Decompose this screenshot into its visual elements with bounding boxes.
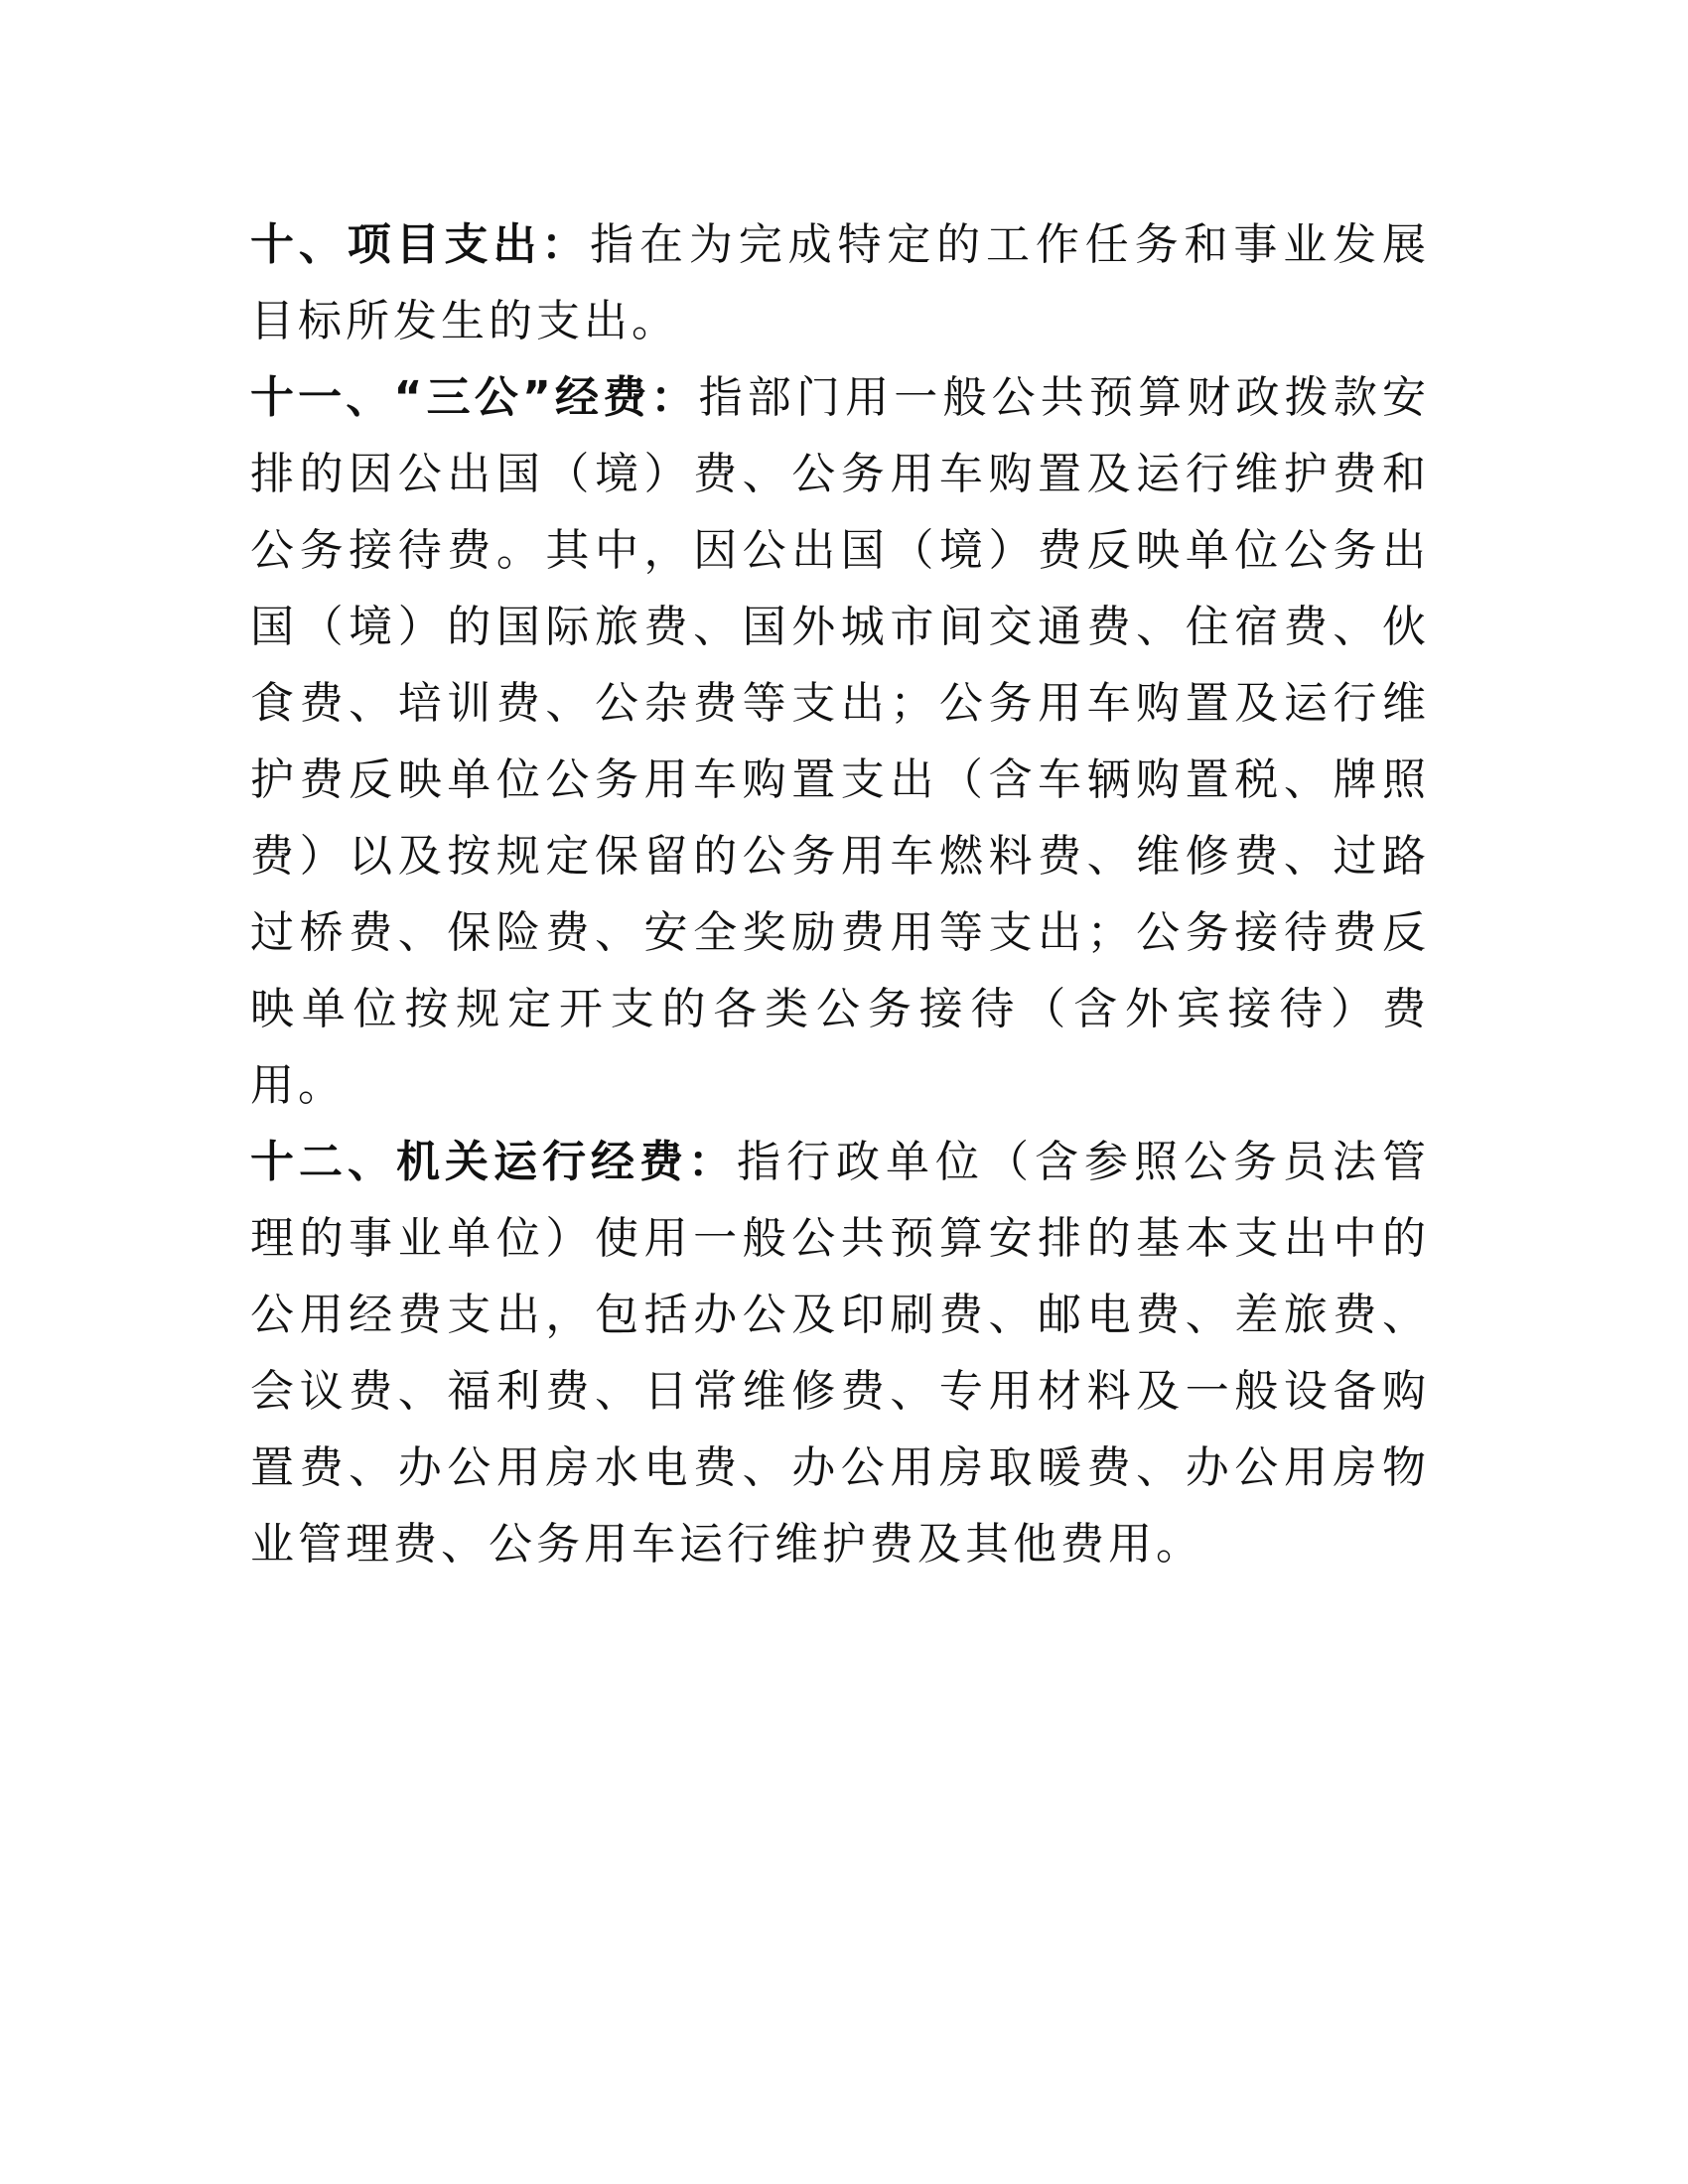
section-body: 指部门用一般公共预算财政拨款安排的因公出国（境）费、公务用车购置及运行维护费和公务接待费。其中，因公出国（境）费反映单位公务出国（境）的国际旅费、国外城市间交通费、住宿费、伙食费、培训费、公杂费等支出；公务用车购置及运行维护费反映单位公务用车购置支出（含车辆购置税、牌照费）以及按规定保留的公务用车燃料费、维修费、过路过桥费、保险费、安全奖励费用等支出；公务接待费反映单位按规定开支的各类公务接待（含外宾接待）费用。 — [250, 372, 1431, 1111]
section-term: 十二、机关运行经费： — [250, 1137, 737, 1187]
section-body: 指行政单位（含参照公务员法管理的事业单位）使用一般公共预算安排的基本支出中的公用经费支出，包括办公及印刷费、邮电费、差旅费、会议费、福利费、日常维修费、专用材料及一般设备购置费、办公用房水电费、办公用房取暖费、办公用房物业管理费、公务用车运行维护费及其他费用。 — [250, 1137, 1430, 1570]
section-agency-operating-expenses — [250, 1124, 1430, 1582]
section-three-public-expenses — [250, 359, 1430, 1124]
section-term: 十、项目支出： — [250, 219, 591, 270]
section-body: 指在为完成特定的工作任务和事业发展目标所发生的支出。 — [250, 219, 1431, 346]
section-project-expenditure — [250, 206, 1430, 359]
section-term: 十一、“三公”经费： — [250, 372, 699, 423]
document-body — [250, 206, 1430, 1582]
